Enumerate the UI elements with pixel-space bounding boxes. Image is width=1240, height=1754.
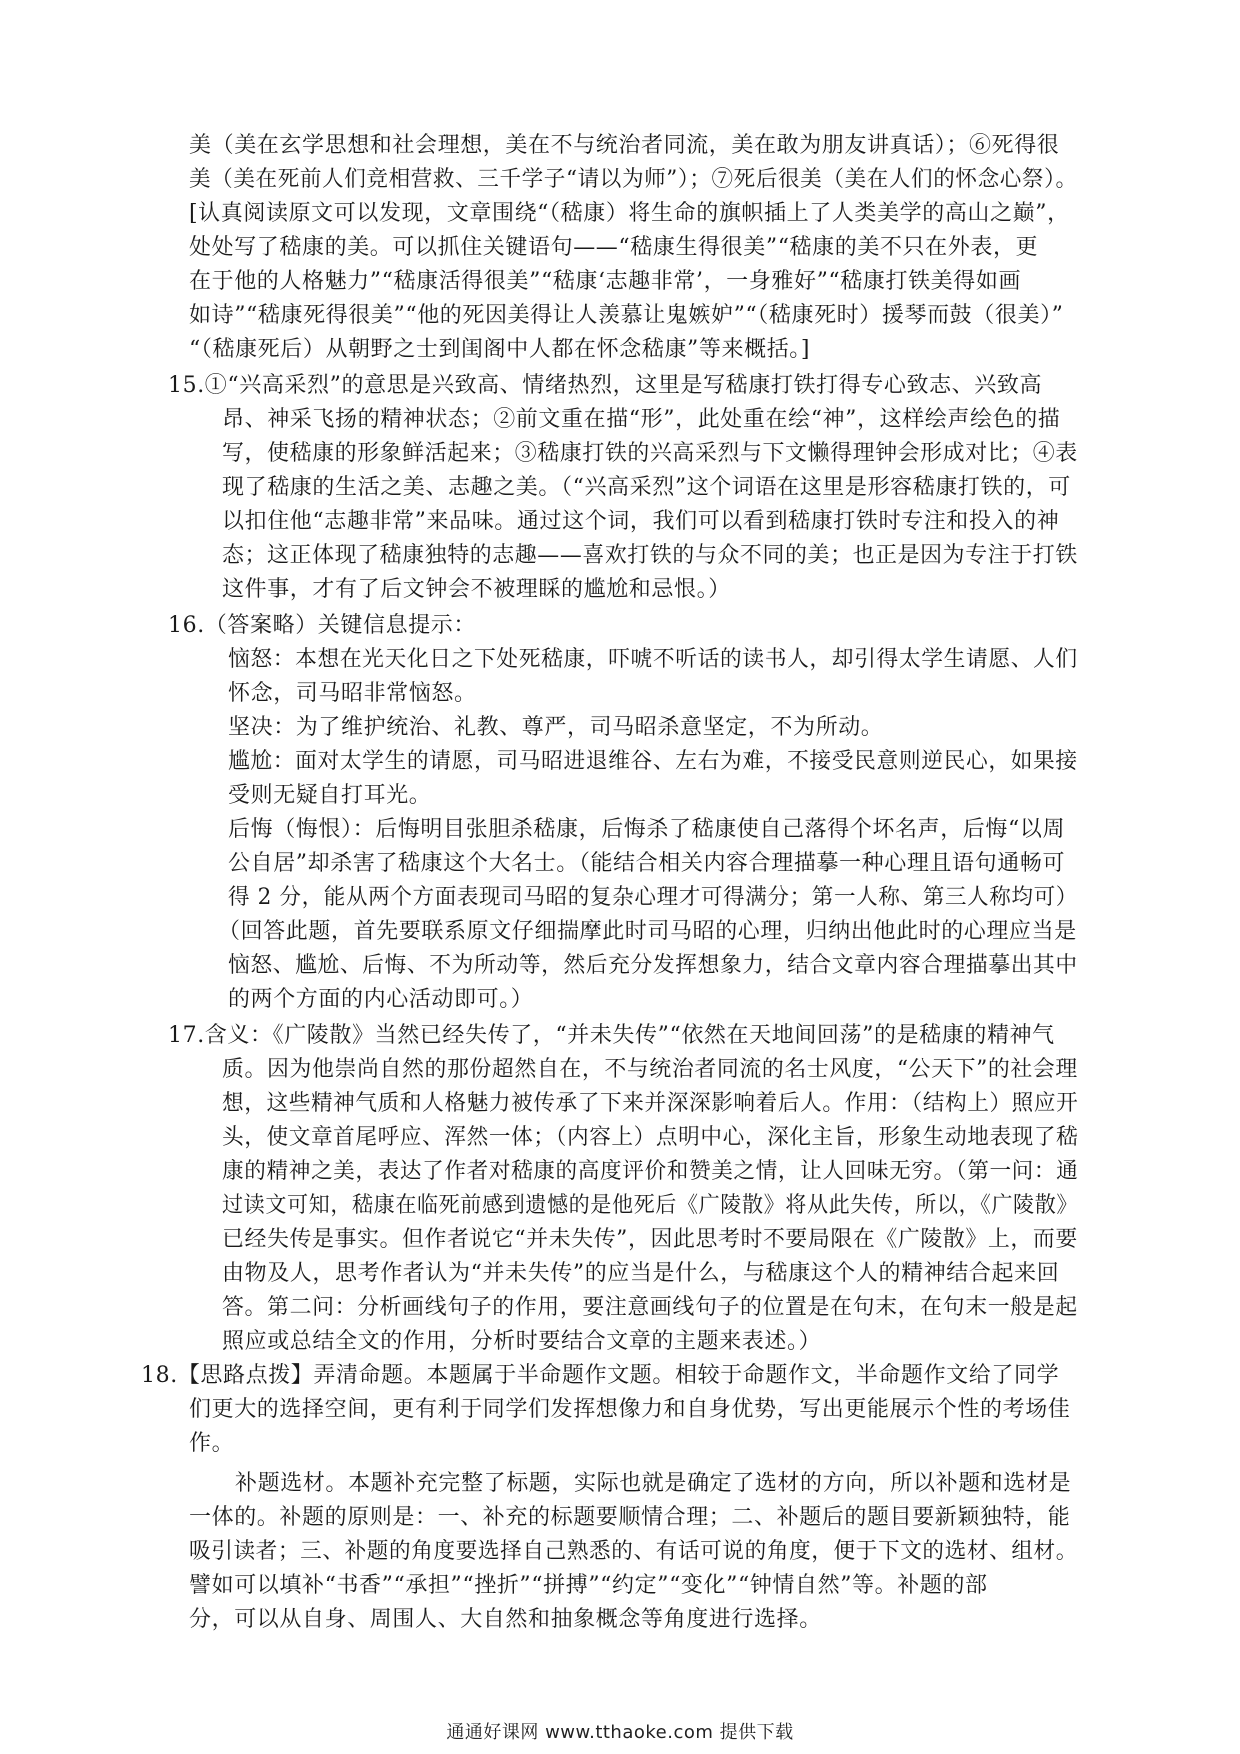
text-line: 尴尬：面对太学生的请愿，司马昭进退维谷、左右为难，不接受民意则逆民心，如果接 — [228, 749, 1078, 774]
answer-15-line: 15.①“兴高采烈”的意思是兴致高、情绪热烈，这里是写嵇康打铁打得专心致志、兴致高 — [168, 373, 1043, 398]
text-line: 分，可以从自身、周围人、大自然和抽象概念等角度进行选择。 — [189, 1607, 822, 1632]
text-line: 想，这些精神气质和人格魅力被传承了下来并深深影响着后人。作用：（结构上）照应开 — [222, 1091, 1079, 1116]
text-line: “（嵇康死后）从朝野之士到闺阁中人都在怀念嵇康”等来概括。] — [189, 337, 811, 362]
answer-18-line: 18.【思路点拨】弄清命题。本题属于半命题作文题。相较于命题作文，半命题作文给了同学 — [141, 1363, 1060, 1388]
text-line: 这件事，才有了后文钟会不被理睬的尴尬和忌恨。） — [222, 577, 731, 602]
text-line: 现了嵇康的生活之美、志趣之美。（“兴高采烈”这个词语在这里是形容嵇康打铁的，可 — [222, 475, 1071, 500]
text-line: 以扣住他“志趣非常”来品味。通过这个词，我们可以看到嵇康打铁时专注和投入的神 — [222, 509, 1060, 534]
text-line: 得 2 分，能从两个方面表现司马昭的复杂心理才可得满分；第一人称、第三人称均可） — [228, 885, 1078, 910]
text-line: 头，使文章首尾呼应、浑然一体；（内容上）点明中心，深化主旨，形象生动地表现了嵇 — [222, 1125, 1079, 1150]
text-line: 过读文可知，嵇康在临死前感到遗憾的是他死后《广陵散》将从此失传，所以，《广陵散》 — [222, 1193, 1079, 1218]
text-line: 写，使嵇康的形象鲜活起来；③嵇康打铁的兴高采烈与下文懒得理钟会形成对比；④表 — [222, 441, 1078, 466]
text-line: 们更大的选择空间，更有利于同学们发挥想像力和自身优势，写出更能展示个性的考场佳 — [189, 1397, 1071, 1422]
text-line: 如诗”“嵇康死得很美”“他的死因美得让人羡慕让鬼嫉妒”“（嵇康死时）援琴而鼓（很美）” — [189, 303, 1064, 328]
text-line: 质。因为他崇尚自然的那份超然自在，不与统治者同流的名士风度，“公天下”的社会理 — [222, 1057, 1078, 1082]
text-line: 康的精神之美，表达了作者对嵇康的高度评价和赞美之情，让人回味无穷。（第一问：通 — [222, 1159, 1079, 1184]
text-line: 处处写了嵇康的美。可以抓住关键语句——“嵇康生得很美”“嵇康的美不只在外表，更 — [189, 235, 1039, 260]
text-line: 受则无疑自打耳光。 — [228, 783, 432, 808]
answer-17-line: 17.含义：《广陵散》当然已经失传了，“并未失传”“依然在天地间回荡”的是嵇康的精神气 — [168, 1023, 1055, 1048]
text-line: 美（美在玄学思想和社会理想，美在不与统治者同流，美在敢为朋友讲真话）；⑥死得很 — [189, 133, 1060, 158]
text-line: 公自居”却杀害了嵇康这个大名士。（能结合相关内容合理描摹一种心理且语句通畅可 — [228, 851, 1066, 876]
text-line: 恼怒：本想在光天化日之下处死嵇康，吓唬不听话的读书人，却引得太学生请愿、人们 — [228, 647, 1078, 672]
text-line: 作。 — [189, 1431, 235, 1456]
text-line: 已经失传是事实。但作者说它“并未失传”，因此思考时不要局限在《广陵散》上，而要 — [222, 1227, 1078, 1252]
text-line: 补题选材。本题补充完整了标题，实际也就是确定了选材的方向，所以补题和选材是 — [235, 1471, 1072, 1496]
text-line: 后悔（悔恨）：后悔明目张胆杀嵇康，后悔杀了嵇康使自己落得个坏名声，后悔“以周 — [228, 817, 1066, 842]
text-line: 昂、神采飞扬的精神状态；②前文重在描“形”，此处重在绘“神”，这样绘声绘色的描 — [222, 407, 1061, 432]
text-line: 吸引读者；三、补题的角度要选择自己熟悉的、有话可说的角度，便于下文的选材、组材。 — [189, 1539, 1079, 1564]
answer-16-line: 16.（答案略）关键信息提示： — [168, 613, 476, 638]
text-line: 答。第二问：分析画线句子的作用，要注意画线句子的位置是在句末，在句末一般是起 — [222, 1295, 1078, 1320]
text-line: 由物及人，思考作者认为“并未失传”的应当是什么，与嵇康这个人的精神结合起来回 — [222, 1261, 1060, 1286]
page-footer: 通通好课网 www.tthaoke.com 提供下载 — [446, 1722, 794, 1743]
text-line: 恼怒、尴尬、后悔、不为所动等，然后充分发挥想象力，结合文章内容合理描摹出其中 — [228, 953, 1078, 978]
text-line: 一体的。补题的原则是：一、补充的标题要顺情合理；二、补题后的题目要新颖独特，能 — [189, 1505, 1071, 1530]
text-line: （回答此题，首先要联系原文仔细揣摩此时司马昭的心理，归纳出他此时的心理应当是 — [218, 919, 1077, 944]
text-line: 譬如可以填补“书香”“承担”“挫折”“拼搏”“约定”“变化”“钟情自然”等。补题的部 — [189, 1573, 988, 1598]
text-line: 在于他的人格魅力”“嵇康活得很美”“嵇康‘志趣非常’，一身雅好”“嵇康打铁美得如画 — [189, 269, 1022, 294]
text-line: 坚决：为了维护统治、礼教、尊严，司马昭杀意坚定，不为所动。 — [228, 715, 884, 740]
text-line: 美（美在死前人们竞相营救、三千学子“请以为师”）；⑦死后很美（美在人们的怀念心祭）。 — [189, 167, 1078, 192]
text-line: 的两个方面的内心活动即可。） — [228, 987, 534, 1012]
text-line: 怀念，司马昭非常恼怒。 — [228, 681, 477, 706]
text-line: 态；这正体现了嵇康独特的志趣——喜欢打铁的与众不同的美；也正是因为专注于打铁 — [222, 543, 1078, 568]
text-line: 照应或总结全文的作用，分析时要结合文章的主题来表述。） — [222, 1329, 822, 1354]
text-line: [认真阅读原文可以发现，文章围绕“（嵇康）将生命的旗帜插上了人类美学的高山之巅”， — [189, 201, 1070, 226]
